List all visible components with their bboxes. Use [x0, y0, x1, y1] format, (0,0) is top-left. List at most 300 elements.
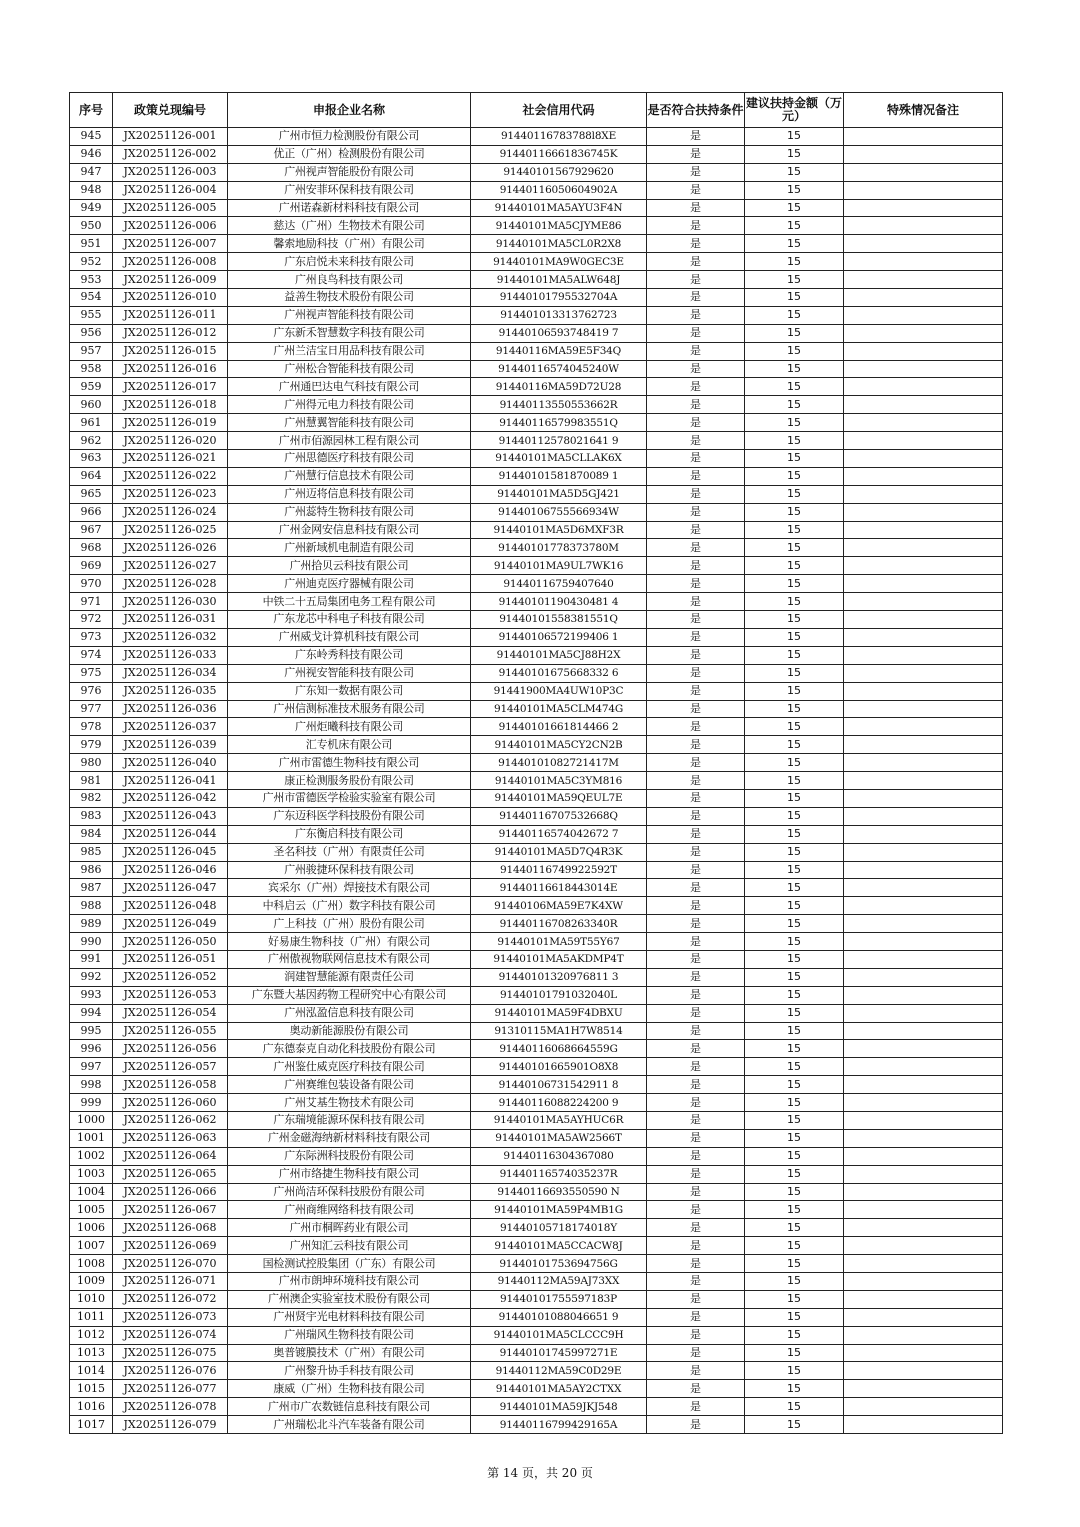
row-index: 988 — [70, 897, 113, 915]
amount: 15 — [745, 1398, 844, 1416]
eligible-flag: 是 — [647, 324, 745, 342]
company-name: 广州慧行信息技术有限公司 — [228, 467, 471, 485]
amount: 15 — [745, 1022, 844, 1040]
policy-number: JX20251126-002 — [113, 145, 228, 163]
amount: 15 — [745, 593, 844, 611]
company-name: 中科启云（广州）数字科技有限公司 — [228, 897, 471, 915]
credit-code: 91440106593748419 7 — [471, 324, 647, 342]
amount: 15 — [745, 1076, 844, 1094]
amount: 15 — [745, 897, 844, 915]
remark — [844, 1219, 1003, 1237]
policy-number: JX20251126-001 — [113, 128, 228, 146]
company-name: 广州市广农数链信息科技有限公司 — [228, 1398, 471, 1416]
row-index: 1015 — [70, 1380, 113, 1398]
eligible-flag: 是 — [647, 575, 745, 593]
amount: 15 — [745, 199, 844, 217]
row-index: 951 — [70, 235, 113, 253]
credit-code: 91440116783788l8XE — [471, 128, 647, 146]
eligible-flag: 是 — [647, 163, 745, 181]
company-name: 国检测试控股集团（广东）有限公司 — [228, 1255, 471, 1273]
amount: 15 — [745, 1416, 844, 1434]
amount: 15 — [745, 1201, 844, 1219]
eligible-flag: 是 — [647, 199, 745, 217]
table-row — [70, 807, 1003, 825]
table-row — [70, 1183, 1003, 1201]
remark — [844, 1111, 1003, 1129]
credit-code: 91440116707532668Q — [471, 807, 647, 825]
eligible-flag: 是 — [647, 682, 745, 700]
company-name: 广东衡启科技有限公司 — [228, 825, 471, 843]
header-remarks: 特殊情况备注 — [844, 93, 1003, 128]
amount: 15 — [745, 521, 844, 539]
company-name: 广州金磁海纳新材料科技有限公司 — [228, 1129, 471, 1147]
table-row — [70, 503, 1003, 521]
table-row — [70, 1076, 1003, 1094]
credit-code: 91440101MA59P4MB1G — [471, 1201, 647, 1219]
amount: 15 — [745, 1362, 844, 1380]
company-name: 广州市桐晖药业有限公司 — [228, 1219, 471, 1237]
eligible-flag: 是 — [647, 736, 745, 754]
row-index: 1009 — [70, 1273, 113, 1291]
amount: 15 — [745, 915, 844, 933]
remark — [844, 1022, 1003, 1040]
row-index: 1011 — [70, 1308, 113, 1326]
amount: 15 — [745, 1165, 844, 1183]
eligible-flag: 是 — [647, 1076, 745, 1094]
eligible-flag: 是 — [647, 1147, 745, 1165]
table-row — [70, 825, 1003, 843]
eligible-flag: 是 — [647, 861, 745, 879]
company-name: 广州瑞松北斗汽车装备有限公司 — [228, 1416, 471, 1434]
policy-number: JX20251126-051 — [113, 950, 228, 968]
amount: 15 — [745, 1326, 844, 1344]
row-index: 1007 — [70, 1237, 113, 1255]
company-name: 广州迪克医疗器械有限公司 — [228, 575, 471, 593]
row-index: 963 — [70, 450, 113, 468]
remark — [844, 378, 1003, 396]
remark — [844, 1308, 1003, 1326]
company-name: 广东德泰克自动化科技股份有限公司 — [228, 1040, 471, 1058]
eligible-flag: 是 — [647, 718, 745, 736]
amount: 15 — [745, 1058, 844, 1076]
amount: 15 — [745, 611, 844, 629]
table-row — [70, 950, 1003, 968]
company-name: 广东岭秀科技有限公司 — [228, 646, 471, 664]
table-row — [70, 646, 1003, 664]
eligible-flag: 是 — [647, 1129, 745, 1147]
policy-number: JX20251126-054 — [113, 1004, 228, 1022]
company-name: 广东启悦未来科技有限公司 — [228, 253, 471, 271]
remark — [844, 968, 1003, 986]
credit-code: 91440113550553662R — [471, 396, 647, 414]
amount: 15 — [745, 861, 844, 879]
eligible-flag: 是 — [647, 467, 745, 485]
eligible-flag: 是 — [647, 986, 745, 1004]
header-company-name: 申报企业名称 — [228, 93, 471, 128]
remark — [844, 145, 1003, 163]
remark — [844, 1290, 1003, 1308]
amount: 15 — [745, 342, 844, 360]
credit-code: 91440101558381551Q — [471, 611, 647, 629]
table-row — [70, 1004, 1003, 1022]
company-name: 广州市佰源园林工程有限公司 — [228, 432, 471, 450]
eligible-flag: 是 — [647, 253, 745, 271]
table-row — [70, 700, 1003, 718]
policy-number: JX20251126-006 — [113, 217, 228, 235]
row-index: 979 — [70, 736, 113, 754]
remark — [844, 199, 1003, 217]
credit-code: 91440116574045240W — [471, 360, 647, 378]
row-index: 986 — [70, 861, 113, 879]
amount: 15 — [745, 503, 844, 521]
eligible-flag: 是 — [647, 915, 745, 933]
remark — [844, 807, 1003, 825]
company-name: 益善生物技术股份有限公司 — [228, 289, 471, 307]
company-name: 广州诺森新材料科技有限公司 — [228, 199, 471, 217]
eligible-flag: 是 — [647, 432, 745, 450]
credit-code: 91440106572199406 1 — [471, 628, 647, 646]
credit-code: 91440116574035237R — [471, 1165, 647, 1183]
remark — [844, 950, 1003, 968]
company-name: 广州视声智能股份有限公司 — [228, 163, 471, 181]
credit-code: 91440101MA5CCACW8J — [471, 1237, 647, 1255]
row-index: 1014 — [70, 1362, 113, 1380]
table-row — [70, 1398, 1003, 1416]
policy-number: JX20251126-070 — [113, 1255, 228, 1273]
row-index: 949 — [70, 199, 113, 217]
company-name: 广州市络捷生物科技有限公司 — [228, 1165, 471, 1183]
row-index: 960 — [70, 396, 113, 414]
eligible-flag: 是 — [647, 1111, 745, 1129]
amount: 15 — [745, 754, 844, 772]
company-name: 广州拾贝云科技有限公司 — [228, 557, 471, 575]
row-index: 996 — [70, 1040, 113, 1058]
eligible-flag: 是 — [647, 1237, 745, 1255]
table-row — [70, 485, 1003, 503]
amount: 15 — [745, 1111, 844, 1129]
eligible-flag: 是 — [647, 1416, 745, 1434]
remark — [844, 485, 1003, 503]
remark — [844, 414, 1003, 432]
row-index: 997 — [70, 1058, 113, 1076]
remark — [844, 1147, 1003, 1165]
amount: 15 — [745, 145, 844, 163]
company-name: 广州市朗坤环境科技有限公司 — [228, 1273, 471, 1291]
company-name: 广州知汇云科技有限公司 — [228, 1237, 471, 1255]
table-row — [70, 1362, 1003, 1380]
amount: 15 — [745, 628, 844, 646]
amount: 15 — [745, 253, 844, 271]
amount: 15 — [745, 718, 844, 736]
eligible-flag: 是 — [647, 628, 745, 646]
table-row — [70, 1416, 1003, 1434]
policy-number: JX20251126-078 — [113, 1398, 228, 1416]
eligible-flag: 是 — [647, 933, 745, 951]
table-row — [70, 664, 1003, 682]
eligible-flag: 是 — [647, 1344, 745, 1362]
policy-number: JX20251126-031 — [113, 611, 228, 629]
remark — [844, 324, 1003, 342]
policy-number: JX20251126-074 — [113, 1326, 228, 1344]
remark — [844, 593, 1003, 611]
header-amount: 建议扶持金额（万元） — [745, 93, 844, 128]
remark — [844, 1004, 1003, 1022]
policy-number: JX20251126-027 — [113, 557, 228, 575]
credit-code: 91440101088046651 9 — [471, 1308, 647, 1326]
remark — [844, 879, 1003, 897]
policy-number: JX20251126-007 — [113, 235, 228, 253]
credit-code: 91440112MA59AJ73XX — [471, 1273, 647, 1291]
eligible-flag: 是 — [647, 843, 745, 861]
table-row — [70, 682, 1003, 700]
policy-number: JX20251126-049 — [113, 915, 228, 933]
remark — [844, 646, 1003, 664]
eligible-flag: 是 — [647, 342, 745, 360]
credit-code: 91440101MA5D7Q4R3K — [471, 843, 647, 861]
remark — [844, 1362, 1003, 1380]
table-row — [70, 1255, 1003, 1273]
policy-number: JX20251126-033 — [113, 646, 228, 664]
company-name: 广州兰洁宝日用品科技有限公司 — [228, 342, 471, 360]
amount: 15 — [745, 807, 844, 825]
row-index: 968 — [70, 539, 113, 557]
amount: 15 — [745, 1040, 844, 1058]
credit-code: 91440116759407640 — [471, 575, 647, 593]
remark — [844, 253, 1003, 271]
eligible-flag: 是 — [647, 396, 745, 414]
credit-code: 91440116088224200 9 — [471, 1094, 647, 1112]
remark — [844, 1237, 1003, 1255]
amount: 15 — [745, 646, 844, 664]
eligible-flag: 是 — [647, 1362, 745, 1380]
remark — [844, 1416, 1003, 1434]
table-row — [70, 1273, 1003, 1291]
amount: 15 — [745, 396, 844, 414]
amount: 15 — [745, 1380, 844, 1398]
policy-number: JX20251126-045 — [113, 843, 228, 861]
row-index: 992 — [70, 968, 113, 986]
table-row — [70, 575, 1003, 593]
table-row — [70, 467, 1003, 485]
header-policy-number: 政策兑现编号 — [113, 93, 228, 128]
policy-number: JX20251126-079 — [113, 1416, 228, 1434]
credit-code: 91440116708263340R — [471, 915, 647, 933]
table-row — [70, 628, 1003, 646]
table-row — [70, 1129, 1003, 1147]
policy-number: JX20251126-076 — [113, 1362, 228, 1380]
table-row — [70, 432, 1003, 450]
table-row — [70, 593, 1003, 611]
remark — [844, 825, 1003, 843]
credit-code: 91440101MA5AYU3F4N — [471, 199, 647, 217]
policy-number: JX20251126-019 — [113, 414, 228, 432]
company-name: 广州信测标准技术服务有限公司 — [228, 700, 471, 718]
table-row — [70, 1290, 1003, 1308]
credit-code: 91440101MA5AY2CTXX — [471, 1380, 647, 1398]
policy-number: JX20251126-035 — [113, 682, 228, 700]
remark — [844, 789, 1003, 807]
eligible-flag: 是 — [647, 950, 745, 968]
row-index: 1001 — [70, 1129, 113, 1147]
company-name: 广州安菲环保科技有限公司 — [228, 181, 471, 199]
remark — [844, 986, 1003, 1004]
eligible-flag: 是 — [647, 1183, 745, 1201]
policy-number: JX20251126-064 — [113, 1147, 228, 1165]
policy-number: JX20251126-042 — [113, 789, 228, 807]
remark — [844, 450, 1003, 468]
amount: 15 — [745, 1273, 844, 1291]
table-row — [70, 1326, 1003, 1344]
row-index: 945 — [70, 128, 113, 146]
amount: 15 — [745, 825, 844, 843]
amount: 15 — [745, 1147, 844, 1165]
company-name: 康正检测服务股份有限公司 — [228, 772, 471, 790]
row-index: 967 — [70, 521, 113, 539]
row-index: 950 — [70, 217, 113, 235]
amount: 15 — [745, 271, 844, 289]
company-name: 广州视声智能科技有限公司 — [228, 306, 471, 324]
eligible-flag: 是 — [647, 1326, 745, 1344]
eligible-flag: 是 — [647, 1273, 745, 1291]
amount: 15 — [745, 772, 844, 790]
eligible-flag: 是 — [647, 503, 745, 521]
table-row — [70, 1380, 1003, 1398]
amount: 15 — [745, 968, 844, 986]
policy-number: JX20251126-067 — [113, 1201, 228, 1219]
remark — [844, 396, 1003, 414]
credit-code: 91440112578021641 9 — [471, 432, 647, 450]
company-name: 广州威戈计算机科技有限公司 — [228, 628, 471, 646]
row-index: 973 — [70, 628, 113, 646]
row-index: 991 — [70, 950, 113, 968]
eligible-flag: 是 — [647, 664, 745, 682]
policy-number: JX20251126-044 — [113, 825, 228, 843]
policy-number: JX20251126-012 — [113, 324, 228, 342]
header-index: 序号 — [70, 93, 113, 128]
row-index: 985 — [70, 843, 113, 861]
table-row — [70, 772, 1003, 790]
policy-number: JX20251126-018 — [113, 396, 228, 414]
remark — [844, 1344, 1003, 1362]
table-row — [70, 378, 1003, 396]
table-header-row — [70, 93, 1003, 128]
amount: 15 — [745, 235, 844, 253]
amount: 15 — [745, 1237, 844, 1255]
subsidy-table — [69, 92, 1003, 1434]
remark — [844, 557, 1003, 575]
remark — [844, 128, 1003, 146]
eligible-flag: 是 — [647, 754, 745, 772]
credit-code: 91440116304367080 — [471, 1147, 647, 1165]
eligible-flag: 是 — [647, 807, 745, 825]
company-name: 圣名科技（广州）有限责任公司 — [228, 843, 471, 861]
eligible-flag: 是 — [647, 1255, 745, 1273]
table-row — [70, 843, 1003, 861]
remark — [844, 181, 1003, 199]
row-index: 962 — [70, 432, 113, 450]
company-name: 广州尚洁环保科技股份有限公司 — [228, 1183, 471, 1201]
eligible-flag: 是 — [647, 1201, 745, 1219]
company-name: 广州思德医疗科技有限公司 — [228, 450, 471, 468]
amount: 15 — [745, 575, 844, 593]
credit-code: 91440116050604902A — [471, 181, 647, 199]
company-name: 奥普镀膜技术（广州）有限公司 — [228, 1344, 471, 1362]
remark — [844, 664, 1003, 682]
table-row — [70, 342, 1003, 360]
row-index: 969 — [70, 557, 113, 575]
amount: 15 — [745, 700, 844, 718]
policy-number: JX20251126-069 — [113, 1237, 228, 1255]
company-name: 广东新禾智慧数字科技有限公司 — [228, 324, 471, 342]
company-name: 广州鉴仕威克医疗科技有限公司 — [228, 1058, 471, 1076]
amount: 15 — [745, 163, 844, 181]
remark — [844, 1183, 1003, 1201]
eligible-flag: 是 — [647, 289, 745, 307]
company-name: 慈达（广州）生物技术有限公司 — [228, 217, 471, 235]
row-index: 958 — [70, 360, 113, 378]
credit-code: 91440116693550590 N — [471, 1183, 647, 1201]
company-name: 好易康生物科技（广州）有限公司 — [228, 933, 471, 951]
eligible-flag: 是 — [647, 825, 745, 843]
policy-number: JX20251126-057 — [113, 1058, 228, 1076]
amount: 15 — [745, 360, 844, 378]
credit-code: 91441900MA4UW10P3C — [471, 682, 647, 700]
credit-code: 91440101331376272З — [471, 306, 647, 324]
eligible-flag: 是 — [647, 557, 745, 575]
row-index: 1008 — [70, 1255, 113, 1273]
table-row — [70, 879, 1003, 897]
row-index: 961 — [70, 414, 113, 432]
row-index: 995 — [70, 1022, 113, 1040]
credit-code: 91440116068664559G — [471, 1040, 647, 1058]
remark — [844, 1380, 1003, 1398]
table-row — [70, 968, 1003, 986]
row-index: 1012 — [70, 1326, 113, 1344]
remark — [844, 1165, 1003, 1183]
eligible-flag: 是 — [647, 485, 745, 503]
row-index: 970 — [70, 575, 113, 593]
table-body — [70, 128, 1003, 1434]
company-name: 广州市雷德医学检验实验室有限公司 — [228, 789, 471, 807]
remark — [844, 521, 1003, 539]
company-name: 广州蕊特生物科技有限公司 — [228, 503, 471, 521]
credit-code: 91440116579983551Q — [471, 414, 647, 432]
row-index: 956 — [70, 324, 113, 342]
eligible-flag: 是 — [647, 1380, 745, 1398]
company-name: 广州金网安信息科技有限公司 — [228, 521, 471, 539]
eligible-flag: 是 — [647, 1219, 745, 1237]
credit-code: 91440101MA59T55Y67 — [471, 933, 647, 951]
company-name: 优正（广州）检测股份有限公司 — [228, 145, 471, 163]
company-name: 馨索地励科技（广州）有限公司 — [228, 235, 471, 253]
credit-code: 91440101MA5CJ88H2X — [471, 646, 647, 664]
company-name: 广州市恒力检测股份有限公司 — [228, 128, 471, 146]
remark — [844, 861, 1003, 879]
company-name: 奥动新能源股份有限公司 — [228, 1022, 471, 1040]
remark — [844, 1094, 1003, 1112]
credit-code: 91440101665901O8X8 — [471, 1058, 647, 1076]
remark — [844, 1201, 1003, 1219]
table-row — [70, 414, 1003, 432]
policy-number: JX20251126-022 — [113, 467, 228, 485]
remark — [844, 467, 1003, 485]
policy-number: JX20251126-068 — [113, 1219, 228, 1237]
company-name: 康威（广州）生物科技有限公司 — [228, 1380, 471, 1398]
row-index: 982 — [70, 789, 113, 807]
table-row — [70, 181, 1003, 199]
row-index: 998 — [70, 1076, 113, 1094]
table-row — [70, 521, 1003, 539]
